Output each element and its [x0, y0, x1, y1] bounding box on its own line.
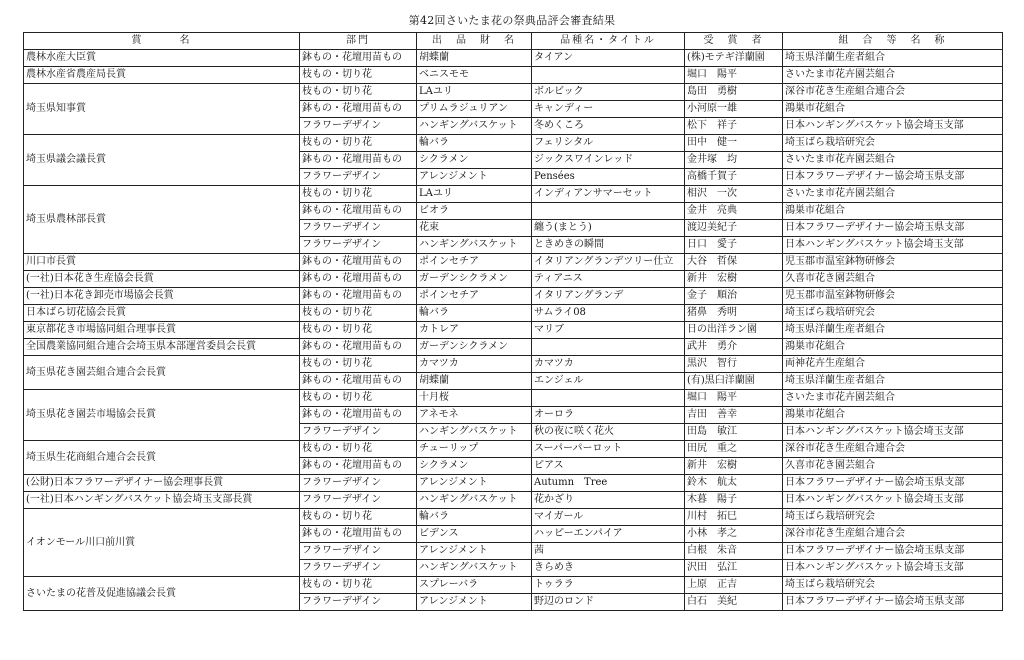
- category-cell: 鉢もの・花壇用苗もの: [300, 152, 417, 169]
- document-title: 第42回さいたま花の祭典品評会審査結果: [408, 14, 616, 27]
- category-cell: 鉢もの・花壇用苗もの: [300, 254, 417, 271]
- org-cell: 鴻巣市花組合: [783, 101, 1003, 118]
- variety-cell: Autumn Tree: [532, 475, 685, 492]
- category-cell: 鉢もの・花壇用苗もの: [300, 526, 417, 543]
- winner-cell: 金井塚 均: [685, 152, 783, 169]
- category-cell: 鉢もの・花壇用苗もの: [300, 288, 417, 305]
- org-cell: 日本フラワーデザイナー協会埼玉県支部: [783, 169, 1003, 186]
- variety-cell: サムライ08: [532, 305, 685, 322]
- winner-cell: 白石 美紀: [685, 594, 783, 611]
- table-row: [24, 509, 1003, 526]
- winner-cell: 沢田 弘江: [685, 560, 783, 577]
- table-row: [24, 356, 1003, 373]
- org-cell: 日本ハンギングバスケット協会埼玉支部: [783, 492, 1003, 509]
- variety-cell: マリブ: [532, 322, 685, 339]
- item-cell: アネモネ: [417, 407, 532, 424]
- winner-cell: 金井 亮典: [685, 203, 783, 220]
- item-cell: ガーデンシクラメン: [417, 339, 532, 356]
- category-cell: 鉢もの・花壇用苗もの: [300, 339, 417, 356]
- item-cell: ハンギングバスケット: [417, 237, 532, 254]
- category-cell: フラワーデザイン: [300, 543, 417, 560]
- org-cell: 両神花卉生産組合: [783, 356, 1003, 373]
- item-cell: ポインセチア: [417, 288, 532, 305]
- variety-cell: ティアニス: [532, 271, 685, 288]
- variety-cell: カマツカ: [532, 356, 685, 373]
- variety-cell: [532, 390, 685, 407]
- category-cell: フラワーデザイン: [300, 237, 417, 254]
- header-winner: 受 賞 者: [685, 33, 783, 50]
- category-cell: フラワーデザイン: [300, 560, 417, 577]
- variety-cell: ジックスワインレッド: [532, 152, 685, 169]
- winner-cell: 白根 朱音: [685, 543, 783, 560]
- org-cell: 鴻巣市花組合: [783, 407, 1003, 424]
- award-name-cell: 埼玉県生花商組合連合会長賞: [24, 441, 300, 475]
- winner-cell: 金子 順治: [685, 288, 783, 305]
- variety-cell: オーロラ: [532, 407, 685, 424]
- award-name-cell: 東京都花き市場協同組合理事長賞: [24, 322, 300, 339]
- category-cell: フラワーデザイン: [300, 475, 417, 492]
- org-cell: 日本フラワーデザイナー協会埼玉県支部: [783, 220, 1003, 237]
- category-cell: フラワーデザイン: [300, 118, 417, 135]
- variety-cell: フェリシタル: [532, 135, 685, 152]
- table-row: [24, 339, 1003, 356]
- org-cell: 久喜市花き園芸組合: [783, 271, 1003, 288]
- item-cell: ベニスモモ: [417, 67, 532, 84]
- category-cell: 枝もの・切り花: [300, 356, 417, 373]
- award-name-cell: 埼玉県農林部長賞: [24, 186, 300, 254]
- winner-cell: 堀口 陽平: [685, 67, 783, 84]
- org-cell: 日本フラワーデザイナー協会埼玉県支部: [783, 475, 1003, 492]
- winner-cell: 日口 愛子: [685, 237, 783, 254]
- variety-cell: Pensées: [532, 169, 685, 186]
- award-name-cell: 川口市長賞: [24, 254, 300, 271]
- category-cell: フラワーデザイン: [300, 424, 417, 441]
- winner-cell: 渡辺美紀子: [685, 220, 783, 237]
- category-cell: 鉢もの・花壇用苗もの: [300, 373, 417, 390]
- award-name-cell: (公財)日本フラワーデザイナー協会理事長賞: [24, 475, 300, 492]
- winner-cell: 新井 宏樹: [685, 271, 783, 288]
- variety-cell: きらめき: [532, 560, 685, 577]
- category-cell: 鉢もの・花壇用苗もの: [300, 203, 417, 220]
- header-row: [24, 33, 1003, 50]
- winner-cell: 武井 勇介: [685, 339, 783, 356]
- table-row: [24, 305, 1003, 322]
- header-variety: 品種名・タイトル: [532, 33, 685, 50]
- variety-cell: ハッピーエンパイア: [532, 526, 685, 543]
- category-cell: 鉢もの・花壇用苗もの: [300, 101, 417, 118]
- item-cell: スプレーバラ: [417, 577, 532, 594]
- item-cell: アレンジメント: [417, 594, 532, 611]
- table-row: [24, 135, 1003, 152]
- variety-cell: キャンディー: [532, 101, 685, 118]
- item-cell: アレンジメント: [417, 169, 532, 186]
- award-name-cell: (一社)日本花き生産協会長賞: [24, 271, 300, 288]
- org-cell: 日本フラワーデザイナー協会埼玉県支部: [783, 594, 1003, 611]
- org-cell: 日本ハンギングバスケット協会埼玉支部: [783, 237, 1003, 254]
- winner-cell: 猪鼻 秀明: [685, 305, 783, 322]
- table-row: [24, 254, 1003, 271]
- category-cell: 鉢もの・花壇用苗もの: [300, 458, 417, 475]
- winner-cell: 小林 孝之: [685, 526, 783, 543]
- winner-cell: 鈴木 航太: [685, 475, 783, 492]
- org-cell: 深谷市花き生産組合連合会: [783, 526, 1003, 543]
- variety-cell: インディアンサマーセット: [532, 186, 685, 203]
- category-cell: 枝もの・切り花: [300, 186, 417, 203]
- table-row: [24, 67, 1003, 84]
- org-cell: 埼玉県洋蘭生産者組合: [783, 50, 1003, 67]
- winner-cell: 黒沢 智行: [685, 356, 783, 373]
- org-cell: 児玉郡市温室鉢物研修会: [783, 288, 1003, 305]
- winner-cell: (株)モテギ洋蘭園: [685, 50, 783, 67]
- award-name-cell: 埼玉県花き園芸組合連合会長賞: [24, 356, 300, 390]
- item-cell: シクラメン: [417, 458, 532, 475]
- winner-cell: 田島 敏江: [685, 424, 783, 441]
- variety-cell: [532, 339, 685, 356]
- variety-cell: マイガール: [532, 509, 685, 526]
- item-cell: シクラメン: [417, 152, 532, 169]
- org-cell: 埼玉ばら栽培研究会: [783, 509, 1003, 526]
- org-cell: 埼玉ばら栽培研究会: [783, 305, 1003, 322]
- variety-cell: スーパーパーロット: [532, 441, 685, 458]
- award-name-cell: 全国農業協同組合連合会埼玉県本部運営委員会長賞: [24, 339, 300, 356]
- item-cell: ハンギングバスケット: [417, 118, 532, 135]
- item-cell: ビデンス: [417, 526, 532, 543]
- org-cell: 深谷市花き生産組合連合会: [783, 84, 1003, 101]
- org-cell: さいたま市花卉園芸組合: [783, 67, 1003, 84]
- item-cell: チューリップ: [417, 441, 532, 458]
- variety-cell: 冬めくころ: [532, 118, 685, 135]
- winner-cell: 木暮 陽子: [685, 492, 783, 509]
- award-name-cell: 埼玉県花き園芸市場協会長賞: [24, 390, 300, 441]
- category-cell: 枝もの・切り花: [300, 322, 417, 339]
- category-cell: 枝もの・切り花: [300, 577, 417, 594]
- results-body: [24, 50, 1003, 611]
- winner-cell: 川村 拓巳: [685, 509, 783, 526]
- award-name-cell: 日本ばら切花協会長賞: [24, 305, 300, 322]
- variety-cell: トゥララ: [532, 577, 685, 594]
- variety-cell: 秋の夜に咲く花火: [532, 424, 685, 441]
- org-cell: 埼玉ばら栽培研究会: [783, 135, 1003, 152]
- category-cell: 枝もの・切り花: [300, 135, 417, 152]
- item-cell: 十月桜: [417, 390, 532, 407]
- variety-cell: 纏う(まとう): [532, 220, 685, 237]
- org-cell: 日本ハンギングバスケット協会埼玉支部: [783, 424, 1003, 441]
- award-name-cell: イオンモール川口前川賞: [24, 509, 300, 577]
- table-row: [24, 84, 1003, 101]
- item-cell: アレンジメント: [417, 475, 532, 492]
- org-cell: 日本フラワーデザイナー協会埼玉県支部: [783, 543, 1003, 560]
- variety-cell: 茜: [532, 543, 685, 560]
- category-cell: 鉢もの・花壇用苗もの: [300, 50, 417, 67]
- variety-cell: タイアン: [532, 50, 685, 67]
- award-name-cell: (一社)日本ハンギングバスケット協会埼玉支部長賞: [24, 492, 300, 509]
- winner-cell: 日の出洋ラン園: [685, 322, 783, 339]
- org-cell: 埼玉県洋蘭生産者組合: [783, 373, 1003, 390]
- table-row: [24, 390, 1003, 407]
- award-name-cell: 農林水産省農産局長賞: [24, 67, 300, 84]
- award-name-cell: 農林水産大臣賞: [24, 50, 300, 67]
- org-cell: 日本ハンギングバスケット協会埼玉支部: [783, 560, 1003, 577]
- category-cell: フラワーデザイン: [300, 220, 417, 237]
- item-cell: カトレア: [417, 322, 532, 339]
- winner-cell: 新井 宏樹: [685, 458, 783, 475]
- header-item: 出 品 財 名: [417, 33, 532, 50]
- table-row: [24, 492, 1003, 509]
- variety-cell: 花かざり: [532, 492, 685, 509]
- table-row: [24, 322, 1003, 339]
- org-cell: さいたま市花卉園芸組合: [783, 152, 1003, 169]
- category-cell: 鉢もの・花壇用苗もの: [300, 407, 417, 424]
- category-cell: 枝もの・切り花: [300, 84, 417, 101]
- item-cell: 輪バラ: [417, 305, 532, 322]
- table-row: [24, 50, 1003, 67]
- award-name-cell: 埼玉県知事賞: [24, 84, 300, 135]
- org-cell: 日本ハンギングバスケット協会埼玉支部: [783, 118, 1003, 135]
- header-award: 賞 名: [24, 33, 300, 50]
- award-name-cell: さいたまの花普及促進協議会長賞: [24, 577, 300, 611]
- category-cell: 枝もの・切り花: [300, 441, 417, 458]
- variety-cell: エンジェル: [532, 373, 685, 390]
- variety-cell: ピアス: [532, 458, 685, 475]
- item-cell: アレンジメント: [417, 543, 532, 560]
- variety-cell: ボルビック: [532, 84, 685, 101]
- item-cell: 胡蝶蘭: [417, 373, 532, 390]
- category-cell: フラワーデザイン: [300, 169, 417, 186]
- winner-cell: 大谷 哲保: [685, 254, 783, 271]
- winner-cell: 田中 健一: [685, 135, 783, 152]
- org-cell: 児玉郡市温室鉢物研修会: [783, 254, 1003, 271]
- org-cell: さいたま市花卉園芸組合: [783, 390, 1003, 407]
- item-cell: 輪バラ: [417, 509, 532, 526]
- item-cell: LAユリ: [417, 84, 532, 101]
- table-row: [24, 577, 1003, 594]
- table-row: [24, 475, 1003, 492]
- item-cell: ハンギングバスケット: [417, 492, 532, 509]
- org-cell: 鴻巣市花組合: [783, 339, 1003, 356]
- winner-cell: 吉田 善幸: [685, 407, 783, 424]
- table-row: [24, 186, 1003, 203]
- winner-cell: 田尻 重之: [685, 441, 783, 458]
- category-cell: 枝もの・切り花: [300, 305, 417, 322]
- item-cell: LAユリ: [417, 186, 532, 203]
- org-cell: 鴻巣市花組合: [783, 203, 1003, 220]
- item-cell: カマツカ: [417, 356, 532, 373]
- item-cell: プリムラジュリアン: [417, 101, 532, 118]
- org-cell: さいたま市花卉園芸組合: [783, 186, 1003, 203]
- org-cell: 埼玉ばら栽培研究会: [783, 577, 1003, 594]
- org-cell: 久喜市花き園芸組合: [783, 458, 1003, 475]
- item-cell: 花束: [417, 220, 532, 237]
- winner-cell: 相沢 一次: [685, 186, 783, 203]
- award-name-cell: (一社)日本花き卸売市場協会長賞: [24, 288, 300, 305]
- variety-cell: 野辺のロンド: [532, 594, 685, 611]
- winner-cell: 上原 正吉: [685, 577, 783, 594]
- results-table: [23, 32, 1003, 611]
- table-row: [24, 288, 1003, 305]
- item-cell: ポインセチア: [417, 254, 532, 271]
- table-row: [24, 271, 1003, 288]
- item-cell: ガーデンシクラメン: [417, 271, 532, 288]
- category-cell: 枝もの・切り花: [300, 67, 417, 84]
- header-category: 部門: [300, 33, 417, 50]
- variety-cell: [532, 203, 685, 220]
- category-cell: フラワーデザイン: [300, 594, 417, 611]
- item-cell: ハンギングバスケット: [417, 424, 532, 441]
- winner-cell: 松下 祥子: [685, 118, 783, 135]
- winner-cell: 堀口 陽平: [685, 390, 783, 407]
- header-org: 組 合 等 名 称: [783, 33, 1003, 50]
- org-cell: 深谷市花き生産組合連合会: [783, 441, 1003, 458]
- category-cell: フラワーデザイン: [300, 492, 417, 509]
- winner-cell: 小河原一雄: [685, 101, 783, 118]
- item-cell: 輪バラ: [417, 135, 532, 152]
- winner-cell: 高橋千賀子: [685, 169, 783, 186]
- category-cell: 鉢もの・花壇用苗もの: [300, 271, 417, 288]
- org-cell: 埼玉県洋蘭生産者組合: [783, 322, 1003, 339]
- item-cell: ビオラ: [417, 203, 532, 220]
- variety-cell: ときめきの瞬間: [532, 237, 685, 254]
- table-row: [24, 441, 1003, 458]
- category-cell: 枝もの・切り花: [300, 390, 417, 407]
- variety-cell: イタリアングランデ: [532, 288, 685, 305]
- winner-cell: 島田 勇樹: [685, 84, 783, 101]
- variety-cell: イタリアングランデツリー仕立: [532, 254, 685, 271]
- award-name-cell: 埼玉県議会議長賞: [24, 135, 300, 186]
- item-cell: 胡蝶蘭: [417, 50, 532, 67]
- winner-cell: (有)黒臼洋蘭園: [685, 373, 783, 390]
- item-cell: ハンギングバスケット: [417, 560, 532, 577]
- variety-cell: [532, 67, 685, 84]
- category-cell: 枝もの・切り花: [300, 509, 417, 526]
